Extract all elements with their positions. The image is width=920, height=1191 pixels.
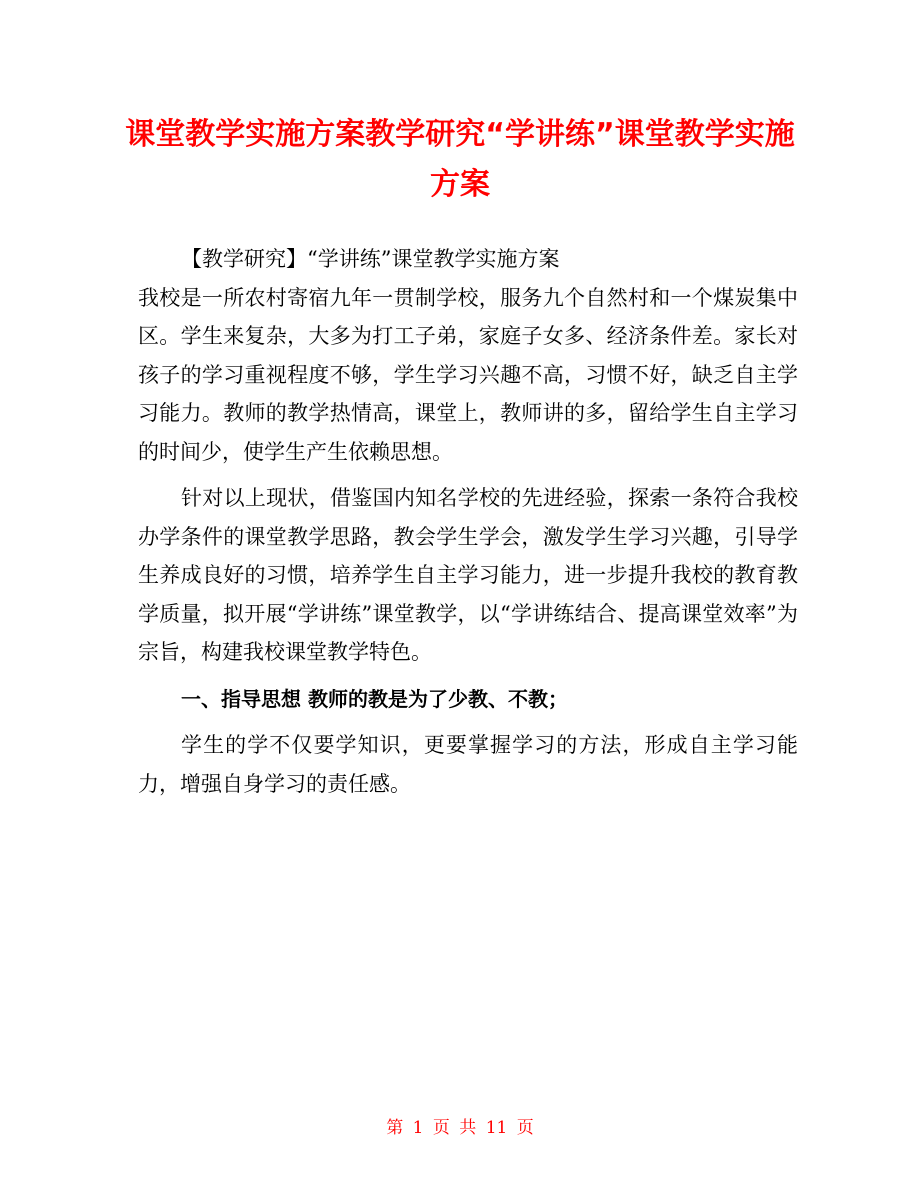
page-number-footer: 第 1 页 共 11 页 bbox=[386, 1118, 534, 1138]
purpose-paragraph: 针对以上现状，借鉴国内知名学校的先进经验，探索一条符合我校办学条件的课堂教学思路，教会学生学会，激发学生学习兴趣，引导学生养成良好的习惯，培养学生自主学习能力，进一步提升我校的教育教学质量，拟开展“学讲练”课堂教学，以“学讲练结合、提高课堂效率”为宗旨，构建我校课堂教学特色。 bbox=[138, 486, 798, 664]
document-body bbox=[138, 240, 798, 803]
document-title: 课堂教学实施方案教学研究“学讲练”课堂教学实施方案 bbox=[125, 117, 795, 202]
subtitle-paragraph: 【教学研究】“学讲练”课堂教学实施方案 bbox=[181, 247, 560, 271]
student-learning-paragraph: 学生的学不仅要学知识，更要掌握学习的方法，形成自主学习能力，增强自身学习的责任感。 bbox=[138, 733, 798, 796]
section-heading-guiding-thought: 一、指导思想 教师的教是为了少教、不教； bbox=[181, 686, 568, 711]
background-paragraph: 我校是一所农村寄宿九年一贯制学校，服务九个自然村和一个煤炭集中区。学生来复杂，大多为打工子弟，家庭子女多、经济条件差。家长对孩子的学习重视程度不够，学生学习兴趣不高，习惯不好，缺乏自主学习能力。教师的教学热情高，课堂上，教师讲的多，留给学生自主学习的时间少，使学生产生依赖思想。 bbox=[138, 285, 798, 464]
